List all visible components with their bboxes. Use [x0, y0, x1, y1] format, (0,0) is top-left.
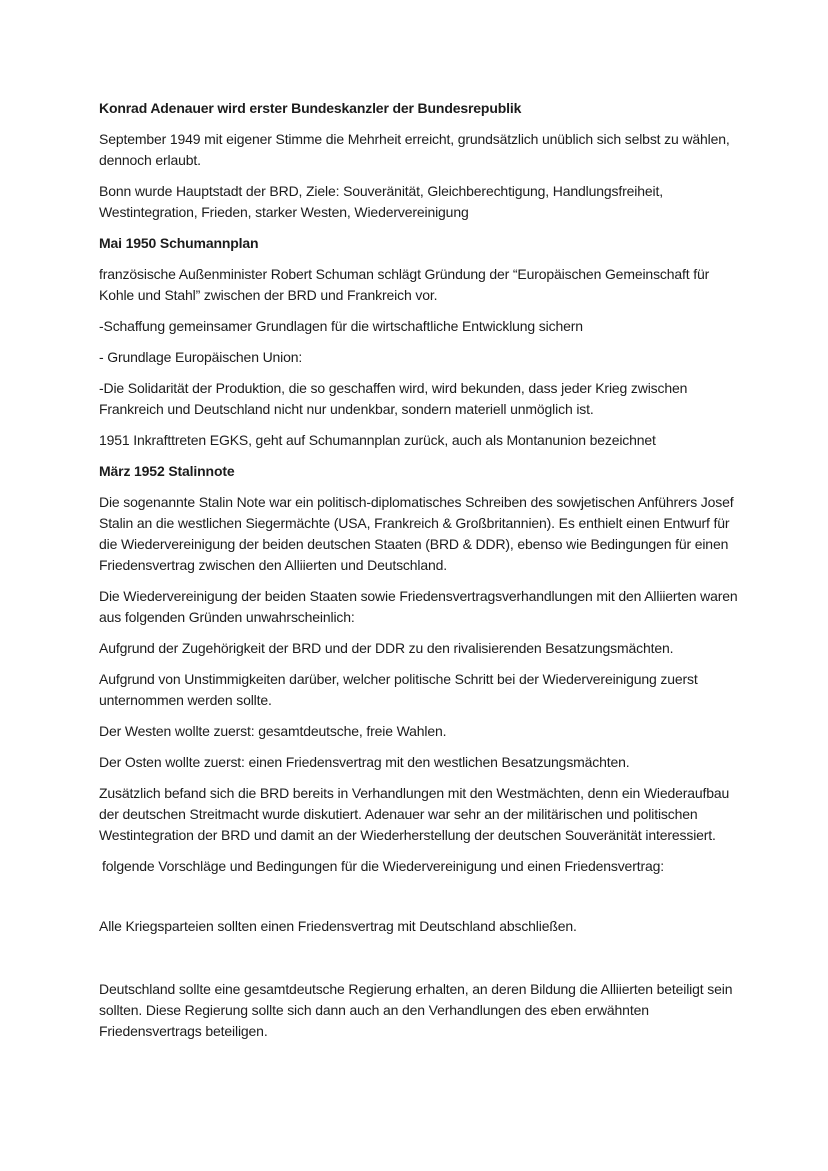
- heading-schumanplan: Mai 1950 Schumannplan: [99, 235, 259, 251]
- heading-stalinnote: März 1952 Stalinnote: [99, 463, 235, 479]
- paragraph-reason-disagreement: Aufgrund von Unstimmigkeiten darüber, welcher politische Schritt bei der Wiedervereinigung zuerst unternommen werden sollte.: [99, 671, 698, 708]
- paragraph-east-wanted: Der Osten wollte zuerst: einen Friedensvertrag mit den westlichen Besatzungsmächten.: [99, 754, 630, 770]
- paragraph-reason-affiliation: Aufgrund der Zugehörigkeit der BRD und der DDR zu den rivalisierenden Besatzungsmächten.: [99, 640, 674, 656]
- document-body: [99, 98, 739, 1052]
- paragraph-reunification-unlikely: Die Wiedervereinigung der beiden Staaten sowie Friedensvertragsverhandlungen mit den Alliierten waren aus folgenden Gründen unwahrscheinlich:: [99, 588, 738, 625]
- paragraph-westintegration: Zusätzlich befand sich die BRD bereits in Verhandlungen mit den Westmächten, denn ein Wiederaufbau der deutschen Streitmacht wurde diskutiert. Adenauer war sehr an der militärischen und politischen Westintegration der BRD und damit an der Wiederherstellung der deutschen Souveränität interessiert.: [99, 785, 730, 843]
- paragraph-stalin-note: Die sogenannte Stalin Note war ein politisch-diplomatisches Schreiben des sowjetischen Anführers Josef Stalin an die westlichen Siegermächte (USA, Frankreich & Großbritannien). Es enthielt einen Entwurf für die Wiedervereinigung der beiden deutschen Staaten (BRD & DDR), ebenso wie Bedingungen für einen Friedensvertrag zwischen den Alliierten und Deutschland.: [99, 494, 734, 573]
- paragraph-solidarity: -Die Solidarität der Produktion, die so geschaffen wird, wird bekunden, dass jeder Krieg zwischen Frankreich und Deutschland nicht nur undenkbar, sondern materiell unmöglich ist.: [99, 380, 688, 417]
- heading-adenauer: Konrad Adenauer wird erster Bundeskanzler der Bundesrepublik: [99, 100, 522, 116]
- paragraph-west-wanted: Der Westen wollte zuerst: gesamtdeutsche, freie Wahlen.: [99, 723, 447, 739]
- paragraph-eu-basis: - Grundlage Europäischen Union:: [99, 349, 303, 365]
- paragraph-schuman-proposal: französische Außenminister Robert Schuman schlägt Gründung der “Europäischen Gemeinschaft für Kohle und Stahl” zwischen der BRD und Frankreich vor.: [99, 266, 710, 303]
- paragraph-all-german-government: Deutschland sollte eine gesamtdeutsche Regierung erhalten, an deren Bildung die Alliierten beteiligt sein sollten. Diese Regierung sollte sich dann auch an den Verhandlungen des eben erwähnten Friedensvertrags beteiligen.: [99, 981, 733, 1039]
- paragraph-peace-treaty: Alle Kriegsparteien sollten einen Friedensvertrag mit Deutschland abschließen.: [99, 918, 577, 934]
- paragraph-egks: 1951 Inkrafttreten EGKS, geht auf Schumannplan zurück, auch als Montanunion bezeichnet: [99, 432, 656, 448]
- paragraph-proposals-intro: folgende Vorschläge und Bedingungen für die Wiedervereinigung und einen Friedensvertrag:: [102, 858, 664, 874]
- paragraph-basis-economy: -Schaffung gemeinsamer Grundlagen für die wirtschaftliche Entwicklung sichern: [99, 318, 583, 334]
- paragraph-election: September 1949 mit eigener Stimme die Mehrheit erreicht, grundsätzlich unüblich sich selbst zu wählen, dennoch erlaubt.: [99, 131, 730, 168]
- paragraph-bonn-goals: Bonn wurde Hauptstadt der BRD, Ziele: Souveränität, Gleichberechtigung, Handlungsfreiheit, Westintegration, Frieden, starker Westen, Wiedervereinigung: [99, 183, 663, 220]
